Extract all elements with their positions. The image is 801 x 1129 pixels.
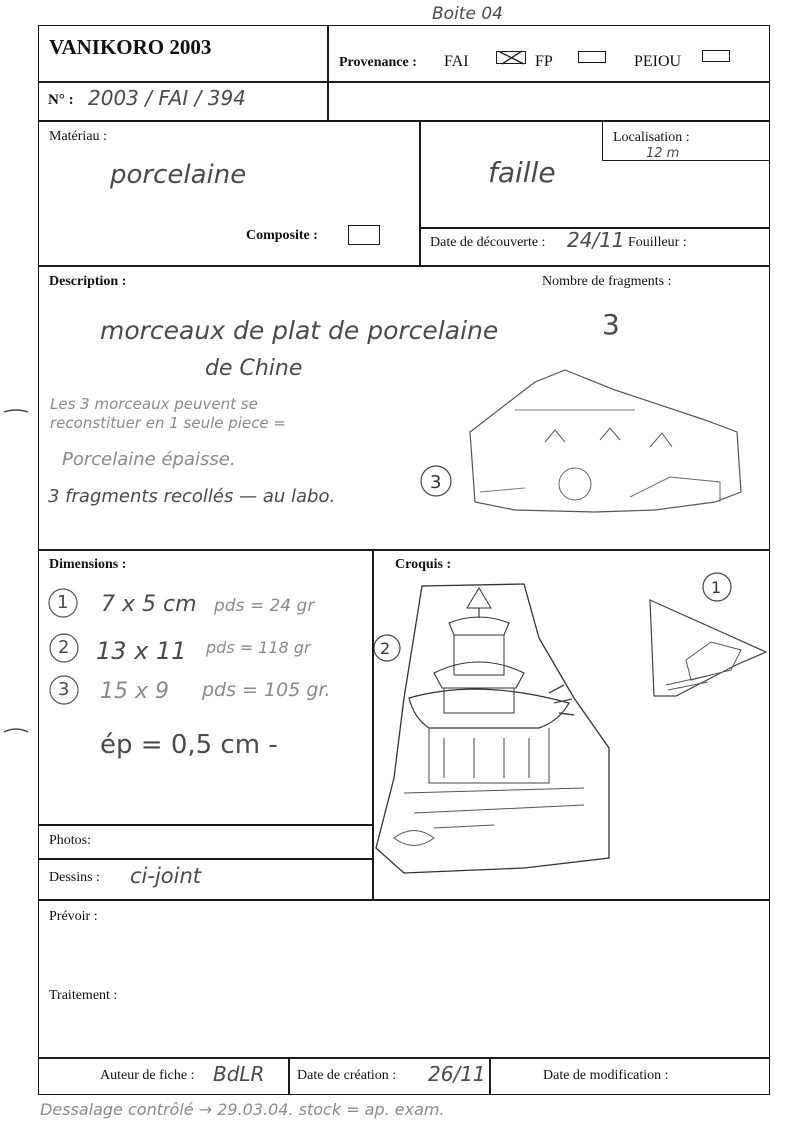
fragment-3-number: 3	[430, 472, 442, 493]
margin-marks	[0, 400, 36, 740]
date-decouverte-label: Date de découverte :	[430, 235, 546, 250]
dimension-row-3-size: 15 x 9	[100, 679, 169, 704]
footer-divider-1	[288, 1057, 290, 1095]
form-title: VANIKORO 2003	[49, 35, 212, 59]
fragment-1-sketch	[646, 570, 768, 700]
modification-label: Date de modification :	[543, 1068, 669, 1083]
auteur-value: BdLR	[213, 1062, 265, 1086]
option-peiou-label: PEIOU	[634, 53, 682, 70]
photos-label: Photos:	[49, 833, 92, 848]
dimension-row-2-num: 2	[58, 637, 70, 658]
option-fp-label: FP	[535, 53, 553, 70]
description-note-1b: reconstituer en 1 seule piece =	[50, 414, 287, 432]
dessins-value: ci-joint	[130, 864, 202, 888]
fragment-2-pagoda-sketch	[374, 578, 614, 880]
numero-label: N° :	[48, 92, 74, 108]
composite-label: Composite :	[246, 228, 318, 243]
description-note-1a: Les 3 morceaux peuvent se	[50, 395, 258, 413]
fragments-value: 3	[602, 308, 620, 341]
fragment-2-number: 2	[380, 639, 391, 658]
checkmark-cross-icon	[496, 50, 528, 66]
fragment-1-number: 1	[711, 578, 722, 597]
dimension-row-3-poids: pds = 105 gr.	[202, 679, 331, 701]
option-fai-label: FAI	[444, 53, 469, 70]
description-line-1: morceaux de plat de porcelaine	[100, 316, 499, 345]
dimension-row-2-size: 13 x 11	[96, 637, 187, 665]
dimension-row-2-poids: pds = 118 gr	[206, 638, 311, 657]
footer-note: Dessalage contrôlé → 29.03.04. stock = ap. exam.	[40, 1100, 445, 1119]
dimension-row-3-num: 3	[58, 679, 70, 700]
materiau-label: Matériau :	[49, 129, 107, 144]
dimension-row-1-num: 1	[57, 592, 69, 613]
localisation-label: Localisation :	[613, 130, 690, 145]
materiau-value: porcelaine	[110, 160, 247, 190]
fragments-label: Nombre de fragments :	[542, 274, 672, 289]
footer-divider-2	[489, 1057, 491, 1095]
localisation-value: 12 m	[646, 146, 680, 161]
dimension-row-1-size: 7 x 5 cm	[101, 592, 197, 617]
numero-value: 2003 / FAI / 394	[88, 86, 246, 110]
traitement-label: Traitement :	[49, 988, 118, 1003]
date-decouverte-value: 24/11	[567, 228, 625, 252]
creation-label: Date de création :	[297, 1068, 397, 1083]
option-fp-checkbox[interactable]	[578, 51, 606, 63]
boite-note: Boite 04	[432, 4, 503, 24]
provenance-label: Provenance :	[339, 55, 417, 70]
creation-value: 26/11	[428, 1062, 486, 1086]
dimensions-label: Dimensions :	[49, 557, 127, 572]
dimension-row-1-poids: pds = 24 gr	[214, 596, 315, 616]
prevoir-label: Prévoir :	[49, 909, 98, 924]
zone-value: faille	[488, 156, 556, 189]
fragment-3-sketch	[415, 362, 750, 520]
dimension-epaisseur: ép = 0,5 cm -	[100, 730, 278, 760]
option-peiou-checkbox[interactable]	[702, 50, 730, 62]
croquis-label: Croquis :	[395, 557, 452, 572]
description-note-2: Porcelaine épaisse.	[62, 449, 236, 470]
dessins-label: Dessins :	[49, 870, 100, 885]
fouilleur-label: Fouilleur :	[628, 235, 687, 250]
description-label: Description :	[49, 274, 127, 289]
description-note-3: 3 fragments recollés — au labo.	[48, 486, 336, 507]
composite-checkbox[interactable]	[348, 225, 380, 245]
prevoir-traitement-cell	[38, 899, 770, 1059]
description-line-2: de Chine	[205, 356, 303, 381]
numero-empty-cell	[327, 81, 770, 122]
auteur-label: Auteur de fiche :	[100, 1068, 195, 1083]
